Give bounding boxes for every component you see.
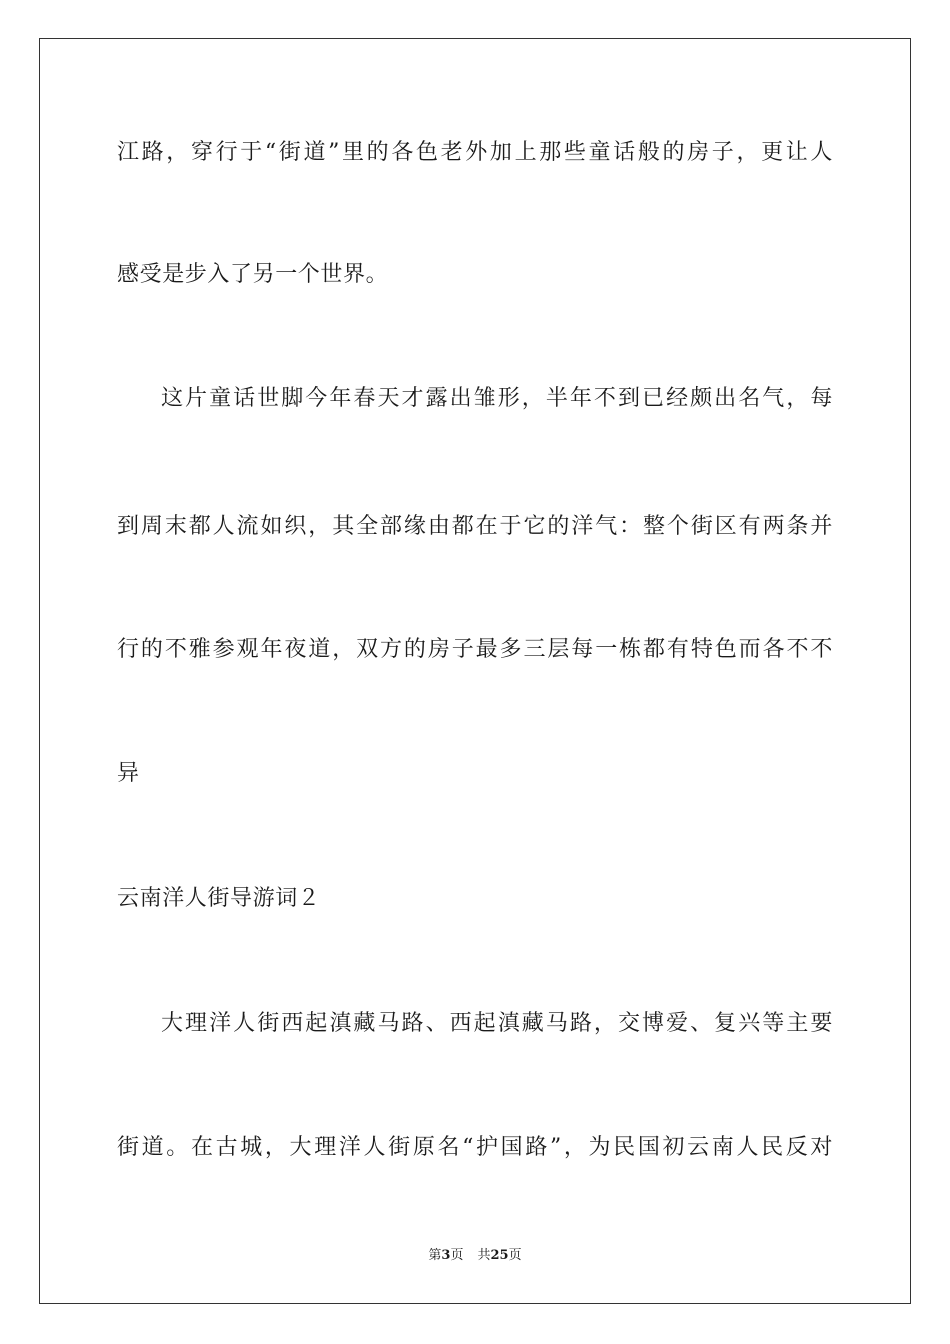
paragraph-line-8: 街道。在古城，大理洋人街原名“护国路”，为民国初云南人民反对: [117, 1135, 833, 1160]
paragraph-line-4: 到周末都人流如织，其全部缘由都在于它的洋气：整个街区有两条并: [117, 514, 833, 539]
total-prefix: 共: [477, 1248, 491, 1263]
paragraph-line-6: 异: [117, 761, 140, 786]
section-heading: 云南洋人街导游词２: [117, 886, 321, 911]
total-pages: 25: [490, 1248, 509, 1263]
page-prefix: 第: [428, 1248, 442, 1263]
page-number: 3: [441, 1248, 451, 1263]
paragraph-line-5: 行的不雅参观年夜道，双方的房子最多三层每一栋都有特色而各不不: [117, 637, 833, 662]
page-suffix: 页: [450, 1248, 464, 1263]
paragraph-line-3: 这片童话世脚今年春天才露出雏形，半年不到已经颇出名气，每: [161, 386, 833, 411]
total-suffix: 页: [508, 1248, 522, 1263]
paragraph-line-7: 大理洋人街西起滇藏马路、西起滇藏马路，交博爱、复兴等主要: [161, 1011, 833, 1036]
paragraph-line-1: 江路，穿行于“街道”里的各色老外加上那些童话般的房子，更让人: [117, 140, 833, 165]
page-footer: [0, 1247, 950, 1265]
paragraph-line-2: 感受是步入了另一个世界。: [117, 262, 389, 287]
page-border: [39, 38, 911, 1304]
